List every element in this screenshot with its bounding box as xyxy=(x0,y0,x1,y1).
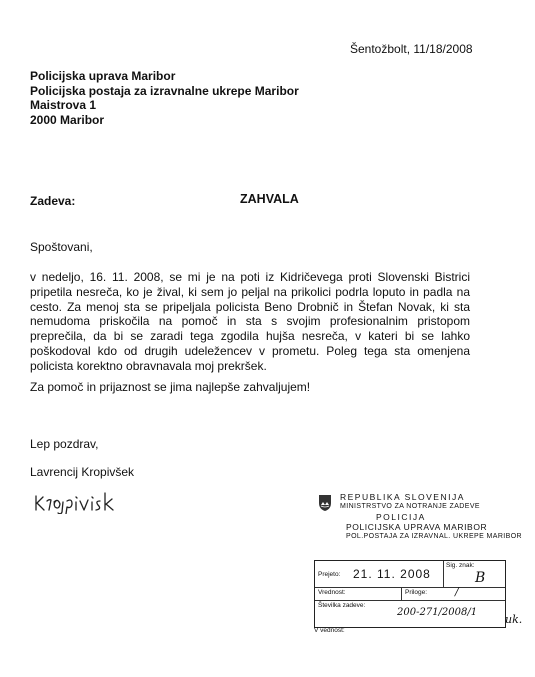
stevilka-value: 200-271/2008/1 xyxy=(397,607,478,618)
stamp-header xyxy=(318,492,522,542)
reception-stamp xyxy=(314,560,506,628)
recipient-line-1: Policijska uprava Maribor xyxy=(30,69,176,83)
stamp-line-1: REPUBLIKA SLOVENIJA xyxy=(340,492,465,502)
recipient-line-3: Maistrova 1 xyxy=(30,98,97,112)
stamp-line-3: POLICIJA xyxy=(376,512,426,522)
letter-body-text: v nedeljo, 16. 11. 2008, se mi je na poti iz Kidričevega proti Slovenski Bistrici pripetila nesreča, ko je žival, ki sem jo peljal na prikolici podrla loputo in padla na cesto. Za menoj sta se pripeljala policista Beno Drobnič in Štefan Novak, ki sta nemudoma priskočila na pomoč in sta s svojim profesionalnim pristopom preprečila, da bi se zaradi tega zgodila hujša nesreča, v kateri bi se lahko poškodoval kdo od drugih udeležencev v prometu. Poleg tega sta omenjena policista korektno obravnavala moj prekršek. xyxy=(30,270,470,373)
stamp-divider xyxy=(401,588,402,600)
sig-znak-label: Sig. znak: xyxy=(446,562,475,569)
priloge-label: Priloge: xyxy=(405,589,428,596)
stamp-line-2: MINISTRSTVO ZA NOTRANJE ZADEVE xyxy=(340,503,480,510)
thanks-line: Za pomoč in prijaznost se jima najlepše zahvaljujem! xyxy=(30,380,311,394)
subject-label: Zadeva: xyxy=(30,194,76,208)
vrednost-label: Vrednost: xyxy=(318,589,346,596)
stamp-divider xyxy=(443,561,444,587)
signer-name: Lavrencij Kropivšek xyxy=(30,465,135,479)
greeting: Spoštovani, xyxy=(30,240,93,254)
stamp-line-4: POLICIJSKA UPRAVA MARIBOR xyxy=(346,522,488,532)
prejeto-label: Prejeto: xyxy=(318,571,341,578)
stamp-line-5: POL.POSTAJA ZA IZRAVNAL. UKREPE MARIBOR xyxy=(346,533,522,540)
handwritten-signature xyxy=(32,488,142,514)
stevilka-label: Številka zadeve: xyxy=(318,602,366,609)
recipient-line-2: Policijska postaja za izravnalne ukrepe Maribor xyxy=(30,83,299,98)
vednost-label: V vednost: xyxy=(314,627,345,634)
closing: Lep pozdrav, xyxy=(30,437,99,451)
margin-note: uk. xyxy=(505,613,523,626)
prejeto-date: 21. 11. 2008 xyxy=(353,567,431,581)
letter-body xyxy=(30,270,470,374)
recipient-address xyxy=(30,69,299,127)
recipient-line-4: 2000 Maribor xyxy=(30,112,105,127)
priloge-value: / xyxy=(455,585,459,598)
sig-znak-value: B xyxy=(475,570,486,586)
subject-title: ZAHVALA xyxy=(240,192,299,206)
letter-date: Šentožbolt, 11/18/2008 xyxy=(350,42,473,56)
